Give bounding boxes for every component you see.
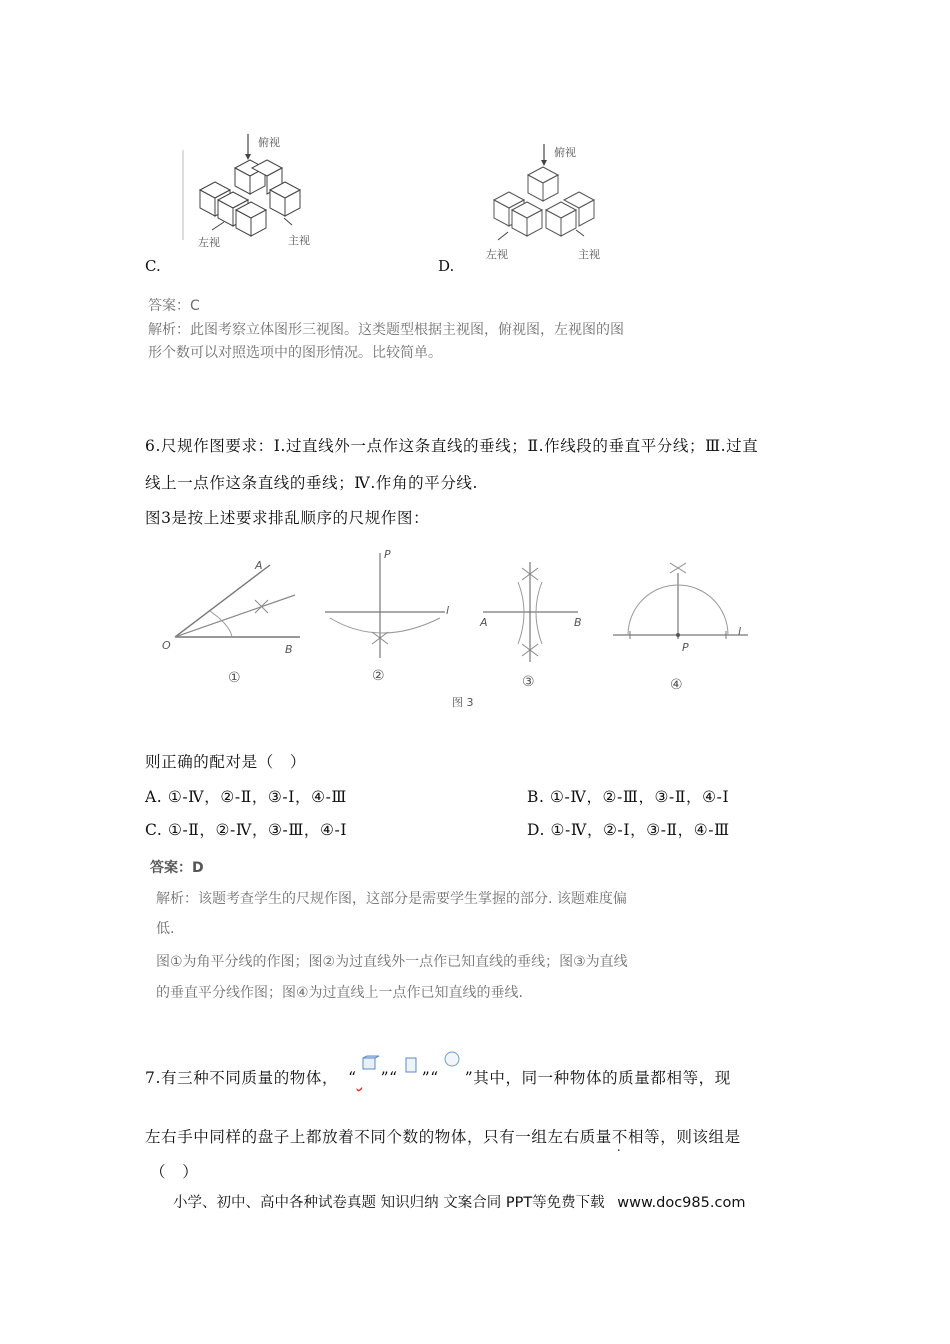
q6-figure-4 <box>608 555 758 695</box>
q6-analysis-line4: 的垂直平分线作图；图④为过直线上一点作已知直线的垂线. <box>156 985 523 1001</box>
q7-quote-close-2: ” <box>421 1069 431 1087</box>
q6-analysis-line1: 解析：该题考查学生的尺规作图，这部分是需要学生掌握的部分. 该题难度偏 <box>156 891 627 907</box>
q7-line2 <box>145 1127 741 1147</box>
q7-quote-open-1: “ <box>348 1069 357 1087</box>
q6-answer: 答案：D <box>150 860 204 876</box>
q7-line2b: 相等，则该组是 <box>628 1128 741 1146</box>
fig2-label-p: P <box>384 548 391 561</box>
figure-c <box>180 130 330 255</box>
q7-line2a: 左右手中同样的盘子上都放着不同个数的物体，只有一组左右质量 <box>145 1128 612 1146</box>
section5-answer: 答案：C <box>148 298 200 314</box>
section5-analysis-line2: 形个数可以对照选项中的图形情况。比较简单。 <box>148 345 442 361</box>
fig3-label-b: B <box>574 616 582 629</box>
q6-option-a: A. ①-Ⅳ，②-Ⅱ，③-Ⅰ，④-Ⅲ <box>145 788 347 806</box>
cube-object-icon <box>357 1068 381 1088</box>
q7-quote-open-3: “ <box>430 1069 439 1087</box>
fig1-label-b: B <box>285 643 293 656</box>
fig1-label-a: A <box>255 559 263 572</box>
fig-d-top-view-label: 俯视 <box>554 146 576 159</box>
fig3-label-a: A <box>480 616 488 629</box>
q7-part2: 其中，同一种物体的质量都相等，现 <box>473 1069 731 1087</box>
fig-d-left-view-label: 左视 <box>486 248 508 261</box>
fig4-label-l: l <box>738 625 742 638</box>
fig2-label-l: l <box>446 604 450 617</box>
fig-c-top-view-label: 俯视 <box>258 136 280 149</box>
figure-d <box>480 140 620 265</box>
fig4-label-p: P <box>682 641 689 654</box>
figure-3-svg <box>478 552 588 692</box>
option-c-label: C. <box>145 257 161 275</box>
fig-c-left-view-label: 左视 <box>198 236 220 249</box>
footer-url[interactable]: www.doc985.com <box>617 1195 746 1211</box>
q7-line2-dotted-char: 不 <box>611 1128 629 1146</box>
q6-analysis-line2: 低. <box>156 921 175 937</box>
footer-text: 小学、初中、高中各种试卷真题 知识归纳 文案合同 PPT等免费下载 <box>173 1195 605 1211</box>
fig-d-main-view-label: 主视 <box>578 248 600 261</box>
fig-c-main-view-label: 主视 <box>288 234 310 247</box>
q7-line3: （ ） <box>150 1163 199 1181</box>
q7-quote-open-2: “ <box>389 1069 398 1087</box>
q7-part1: 7.有三种不同质量的物体， <box>145 1069 339 1087</box>
fig1-label-o: O <box>162 639 171 652</box>
q6-line2: 线上一点作这条直线的垂线；Ⅳ.作角的平分线. <box>145 474 479 492</box>
q7-quote-close-1: ” <box>380 1069 390 1087</box>
q6-line1: 6.尺规作图要求：Ⅰ.过直线外一点作这条直线的垂线；Ⅱ.作线段的垂直平分线；Ⅲ.过直 <box>145 437 759 455</box>
cylinder-object-icon <box>398 1068 422 1088</box>
figure-4-svg <box>608 555 758 695</box>
figure-2-svg <box>320 548 460 690</box>
q6-line3: 图3是按上述要求排乱顺序的尺规作图： <box>145 509 430 527</box>
q7-line1 <box>145 1068 731 1088</box>
option-d-label: D. <box>438 257 455 275</box>
q6-figure-3 <box>478 552 588 692</box>
page-footer <box>173 1191 745 1212</box>
q6-analysis-line3: 图①为角平分线的作图；图②为过直线外一点作已知直线的垂线；图③为直线 <box>156 954 628 970</box>
ball-object-icon <box>439 1068 465 1088</box>
fig3-number: ③ <box>522 674 535 690</box>
fig4-number: ④ <box>670 677 683 693</box>
section5-analysis-line1: 解析：此图考察立体图形三视图。这类题型根据主视图，俯视图，左视图的图 <box>148 322 624 338</box>
q6-option-c: C. ①-Ⅱ，②-Ⅳ，③-Ⅲ，④-Ⅰ <box>145 821 348 839</box>
q6-option-b: B. ①-Ⅳ，②-Ⅲ，③-Ⅱ，④-Ⅰ <box>527 788 730 806</box>
q7-quote-close-3: ” <box>464 1069 474 1087</box>
q6-figure-2 <box>320 548 460 690</box>
fig2-number: ② <box>372 668 385 684</box>
q6-prompt: 则正确的配对是（ ） <box>145 753 307 771</box>
figure-3-caption: 图 3 <box>452 696 474 709</box>
q6-figure-1 <box>160 555 310 690</box>
q6-option-d: D. ①-Ⅳ，②-Ⅰ，③-Ⅱ，④-Ⅲ <box>527 821 730 839</box>
fig1-number: ① <box>228 670 241 686</box>
